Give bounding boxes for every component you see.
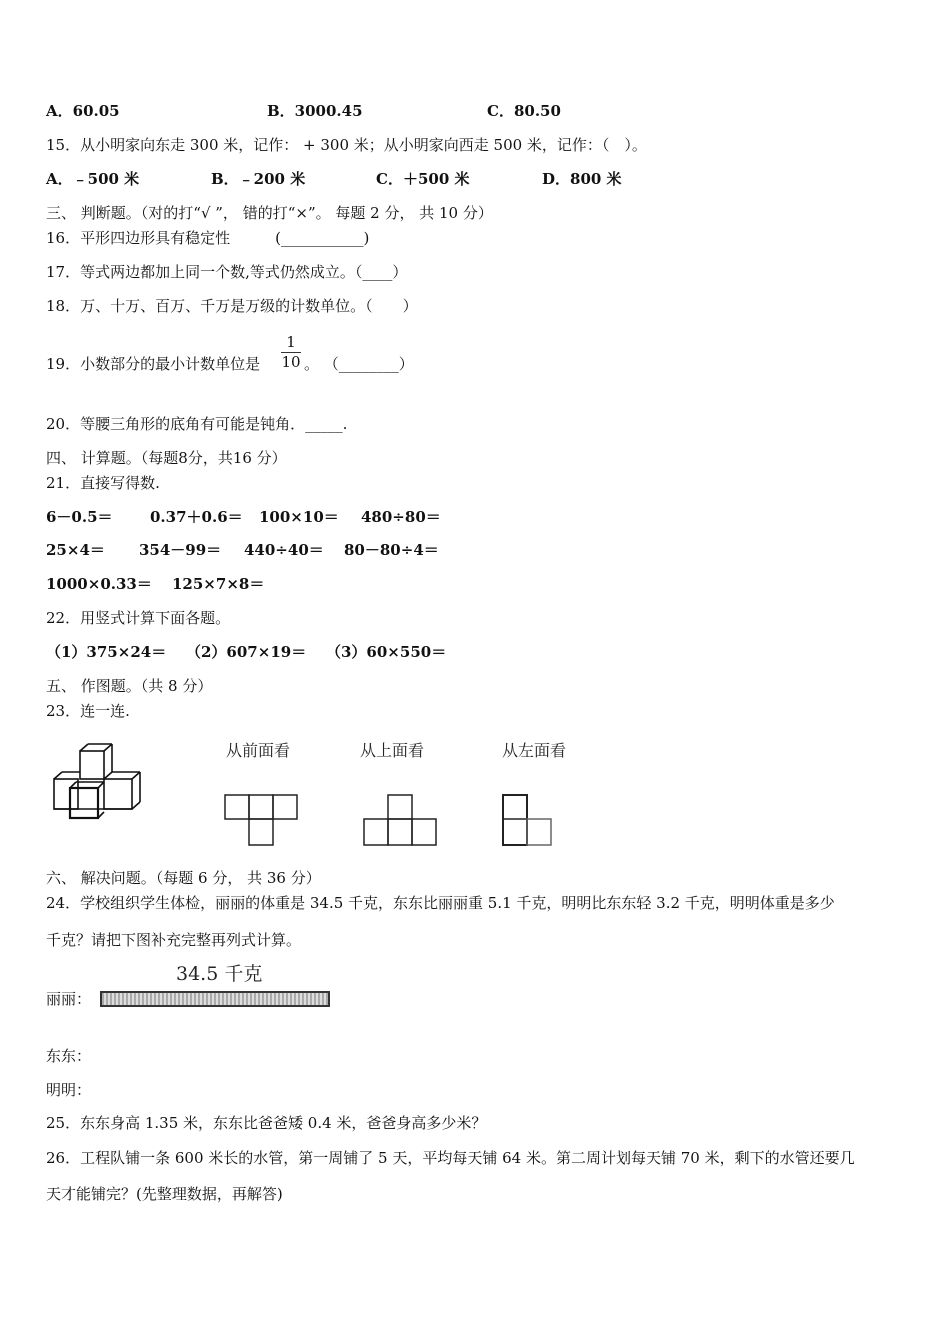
q26-line-2: 天才能铺完？(先整理数据，再解答) (46, 1185, 283, 1203)
question-25: 25．东东身高 1.35 米，东东比爸爸矮 0.4 米，爸爸身高多少米？ (46, 1114, 487, 1132)
q19-suffix: 。 （________） (304, 355, 414, 373)
section-4-heading: 四、 计算题。（每题8分，共16 分） (46, 449, 287, 467)
question-15: 15．从小明家向东走 300 米，记作： + 300 米；从小明家向西走 500 米，记作：（ ）。 (46, 136, 647, 154)
q21-item: 440÷40＝ (244, 541, 324, 559)
q21-item: 480÷80＝ (361, 508, 441, 526)
q14-option-a: A．60.05 (46, 102, 120, 120)
q15-option-b: B．﹣200 米 (211, 170, 306, 188)
front-view-figure (222, 792, 302, 848)
q15-option-a: A．﹣500 米 (46, 170, 140, 188)
q26-line-1: 26．工程队铺一条 600 米长的水管，第一周铺了 5 天，平均每天铺 64 米。第二周计划每天铺 70 米，剩下的水管还要几 (46, 1149, 855, 1167)
q22-item: （3）60×550＝ (326, 643, 447, 661)
q23-title: 23．连一连. (46, 702, 130, 720)
view-label-left: 从左面看 (502, 741, 567, 760)
q21-item: 80－80÷4＝ (344, 541, 439, 559)
q21-item: 25×4＝ (46, 541, 105, 559)
q14-option-c: C．80.50 (487, 102, 561, 120)
question-17: 17．等式两边都加上同一个数,等式仍然成立。（____） (46, 263, 408, 281)
q21-title: 21．直接写得数. (46, 474, 160, 492)
q21-item: 6－0.5＝ (46, 508, 113, 526)
name-dongdong: 东东： (46, 1047, 92, 1065)
view-label-top: 从上面看 (360, 741, 425, 760)
left-view-figure (500, 792, 560, 848)
q21-item: 1000×0.33＝ (46, 575, 152, 593)
question-16: 16．平形四边形具有稳定性 (___________) (46, 229, 370, 247)
q19-fraction (281, 335, 301, 370)
fraction-denominator: 10 (281, 353, 301, 371)
q24-line-2: 千克？请把下图补充完整再列式计算。 (46, 931, 302, 949)
section-5-heading: 五、 作图题。（共 8 分） (46, 677, 213, 695)
q15-option-c: C．＋500 米 (376, 170, 470, 188)
q21-item: 100×10＝ (259, 508, 339, 526)
q21-item: 0.37＋0.6＝ (150, 508, 243, 526)
bar-label: 34.5 千克 (176, 963, 263, 985)
name-lili: 丽丽： (46, 990, 92, 1008)
section-6-heading: 六、 解决问题。（每题 6 分， 共 36 分） (46, 869, 321, 887)
name-mingming: 明明： (46, 1081, 92, 1099)
q22-title: 22．用竖式计算下面各题。 (46, 609, 231, 627)
q22-item: （1）375×24＝ (46, 643, 167, 661)
q19-prefix: 19．小数部分的最小计数单位是 (46, 355, 261, 373)
q14-option-b: B．3000.45 (267, 102, 363, 120)
question-18: 18．万、十万、百万、千万是万级的计数单位。（ ） (46, 297, 418, 315)
view-label-front: 从前面看 (226, 741, 291, 760)
q21-item: 354－99＝ (139, 541, 222, 559)
q24-line-1: 24．学校组织学生体检，丽丽的体重是 34.5 千克，东东比丽丽重 5.1 千克，明明比东东轻 3.2 千克，明明体重是多少 (46, 894, 835, 912)
weight-bar-lili (100, 991, 330, 1007)
q21-item: 125×7×8＝ (172, 575, 265, 593)
q22-item: （2）607×19＝ (186, 643, 307, 661)
section-3-heading: 三、 判断题。（对的打“√ ”， 错的打“×”。 每题 2 分， 共 10 分） (46, 204, 493, 222)
cube-solid-figure (50, 742, 150, 824)
question-20: 20．等腰三角形的底角有可能是钝角．_____. (46, 415, 348, 433)
top-view-figure (361, 792, 441, 848)
fraction-numerator: 1 (286, 333, 296, 351)
q15-option-d: D．800 米 (542, 170, 622, 188)
